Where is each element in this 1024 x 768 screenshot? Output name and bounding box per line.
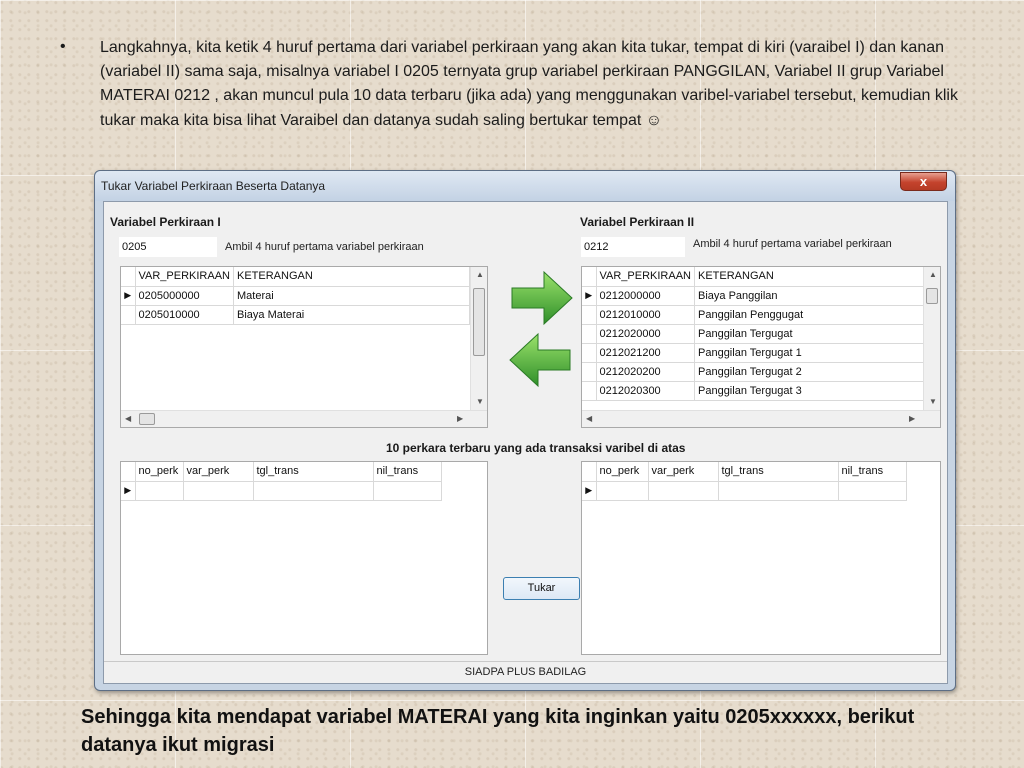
bullet-text: Langkahnya, kita ketik 4 huruf pertama dari variabel perkiraan yang akan kita tukar, tempat di kiri (varaibel I) dan kanan (variabel II) sama saja, misalnya variabel I 0205 ternyata grup variabel perkiraan PANGGILAN, Variabel II grup Variabel MATERAI 0212 , akan muncul pula 10 data terbaru (jika ada) yang menggunakan varibel-variabel tersebut, kemudian klik tukar maka kita bisa lihat Varaibel dan datanya sudah saling bertukar tempat ☺ bbox=[100, 39, 958, 129]
column-header[interactable]: no_perk bbox=[135, 462, 183, 481]
scroll-left-icon[interactable]: ◀ bbox=[125, 414, 132, 423]
row-header-cell bbox=[582, 267, 596, 286]
table-row[interactable] bbox=[121, 481, 441, 500]
table-row[interactable] bbox=[582, 343, 925, 362]
column-header[interactable]: var_perk bbox=[648, 462, 718, 481]
window-title: Tukar Variabel Perkiraan Beserta Datanya bbox=[101, 179, 326, 193]
close-icon: x bbox=[919, 174, 928, 189]
scroll-right-icon[interactable]: ▶ bbox=[457, 414, 464, 423]
table-row[interactable] bbox=[121, 305, 470, 324]
column-header[interactable]: nil_trans bbox=[838, 462, 906, 481]
right-trans-grid[interactable] bbox=[581, 461, 941, 655]
column-header[interactable]: tgl_trans bbox=[718, 462, 838, 481]
column-header[interactable]: nil_trans bbox=[373, 462, 441, 481]
var-code-cell[interactable]: 0212010000 bbox=[596, 305, 695, 324]
close-button[interactable] bbox=[900, 172, 947, 191]
row-header-cell bbox=[582, 305, 596, 324]
arrow-left-icon bbox=[508, 332, 572, 388]
scroll-down-icon[interactable]: ▼ bbox=[929, 397, 937, 406]
column-header[interactable]: VAR_PERKIRAAN bbox=[135, 267, 234, 286]
table-cell[interactable] bbox=[596, 481, 648, 500]
left-var-table bbox=[121, 267, 470, 325]
right-header-row bbox=[582, 267, 925, 286]
description-cell[interactable]: Biaya Panggilan bbox=[695, 286, 925, 305]
window-client bbox=[103, 201, 948, 684]
var-code-cell[interactable]: 0212020200 bbox=[596, 362, 695, 381]
var-code-cell[interactable]: 0205000000 bbox=[135, 286, 234, 305]
description-cell[interactable]: Panggilan Tergugat bbox=[695, 324, 925, 343]
row-header-cell bbox=[582, 381, 596, 400]
app-window bbox=[94, 170, 956, 691]
table-cell[interactable] bbox=[648, 481, 718, 500]
column-header[interactable]: VAR_PERKIRAAN bbox=[596, 267, 695, 286]
scroll-down-icon[interactable]: ▼ bbox=[476, 397, 484, 406]
right-trans-table bbox=[582, 462, 907, 501]
right-var-grid[interactable] bbox=[581, 266, 941, 428]
row-header-cell bbox=[582, 362, 596, 381]
description-cell[interactable]: Materai bbox=[234, 286, 470, 305]
table-cell[interactable] bbox=[373, 481, 441, 500]
description-cell[interactable]: Panggilan Tergugat 1 bbox=[695, 343, 925, 362]
right-var-table bbox=[582, 267, 925, 401]
scroll-thumb[interactable] bbox=[926, 288, 938, 304]
current-row-icon: ▶ bbox=[121, 286, 135, 305]
description-cell[interactable]: Panggilan Penggugat bbox=[695, 305, 925, 324]
column-header[interactable]: var_perk bbox=[183, 462, 253, 481]
table-cell[interactable] bbox=[253, 481, 373, 500]
table-cell[interactable] bbox=[183, 481, 253, 500]
column-header[interactable]: no_perk bbox=[596, 462, 648, 481]
left-trans-grid[interactable] bbox=[120, 461, 488, 655]
table-cell[interactable] bbox=[718, 481, 838, 500]
current-row-icon: ▶ bbox=[582, 481, 596, 500]
table-row[interactable] bbox=[582, 362, 925, 381]
table-row[interactable] bbox=[582, 481, 906, 500]
table-row[interactable] bbox=[582, 286, 925, 305]
row-header-cell bbox=[121, 305, 135, 324]
table-cell[interactable] bbox=[135, 481, 183, 500]
left-heading: Variabel Perkiraan I bbox=[110, 215, 221, 229]
table-row[interactable] bbox=[121, 286, 470, 305]
right-trans-header-row bbox=[582, 462, 906, 481]
var-code-cell[interactable]: 0205010000 bbox=[135, 305, 234, 324]
description-cell[interactable]: Panggilan Tergugat 2 bbox=[695, 362, 925, 381]
slide-caption: Sehingga kita mendapat variabel MATERAI yang kita inginkan yaitu 0205xxxxxx, berikut datanya ikut migrasi bbox=[81, 706, 915, 756]
row-header-cell bbox=[582, 324, 596, 343]
row-header-cell bbox=[582, 462, 596, 481]
right-hint: Ambil 4 huruf pertama variabel perkiraan bbox=[693, 238, 892, 250]
table-row[interactable] bbox=[582, 324, 925, 343]
table-row[interactable] bbox=[582, 305, 925, 324]
var-code-cell[interactable]: 0212021200 bbox=[596, 343, 695, 362]
left-header-row bbox=[121, 267, 470, 286]
scroll-up-icon[interactable]: ▲ bbox=[929, 270, 937, 279]
arrow-right-icon bbox=[510, 270, 574, 326]
left-trans-table bbox=[121, 462, 442, 501]
left-var-grid[interactable] bbox=[120, 266, 488, 428]
current-row-icon: ▶ bbox=[582, 286, 596, 305]
row-header-cell bbox=[121, 462, 135, 481]
title-bar bbox=[95, 171, 955, 201]
left-trans-header-row bbox=[121, 462, 441, 481]
bullet-dot: • bbox=[60, 38, 66, 55]
scroll-up-icon[interactable]: ▲ bbox=[476, 270, 484, 279]
description-cell[interactable]: Biaya Materai bbox=[234, 305, 470, 324]
row-header-cell bbox=[121, 267, 135, 286]
right-search-input[interactable]: 0212 bbox=[580, 236, 686, 258]
column-header[interactable]: KETERANGAN bbox=[695, 267, 925, 286]
var-code-cell[interactable]: 0212000000 bbox=[596, 286, 695, 305]
right-horizontal-scrollbar[interactable] bbox=[582, 410, 940, 427]
left-vertical-scrollbar[interactable] bbox=[470, 267, 487, 411]
table-row[interactable] bbox=[582, 381, 925, 400]
var-code-cell[interactable]: 0212020300 bbox=[596, 381, 695, 400]
row-header-cell bbox=[582, 343, 596, 362]
description-cell[interactable]: Panggilan Tergugat 3 bbox=[695, 381, 925, 400]
left-search-input[interactable]: 0205 bbox=[118, 236, 218, 258]
table-cell[interactable] bbox=[838, 481, 906, 500]
column-header[interactable]: KETERANGAN bbox=[234, 267, 470, 286]
swap-button[interactable]: Tukar bbox=[503, 577, 580, 600]
column-header[interactable]: tgl_trans bbox=[253, 462, 373, 481]
left-hint: Ambil 4 huruf pertama variabel perkiraan bbox=[225, 241, 424, 253]
current-row-icon: ▶ bbox=[121, 481, 135, 500]
right-vertical-scrollbar[interactable] bbox=[923, 267, 940, 411]
scroll-left-icon[interactable]: ◀ bbox=[586, 414, 593, 423]
recent-heading: 10 perkara terbaru yang ada transaksi varibel di atas bbox=[386, 441, 686, 455]
scroll-thumb[interactable] bbox=[473, 288, 485, 356]
var-code-cell[interactable]: 0212020000 bbox=[596, 324, 695, 343]
right-heading: Variabel Perkiraan II bbox=[580, 215, 695, 229]
status-bar: SIADPA PLUS BADILAG bbox=[104, 661, 947, 683]
scroll-thumb[interactable] bbox=[139, 413, 155, 425]
scroll-right-icon[interactable]: ▶ bbox=[909, 414, 916, 423]
left-horizontal-scrollbar[interactable] bbox=[121, 410, 487, 427]
